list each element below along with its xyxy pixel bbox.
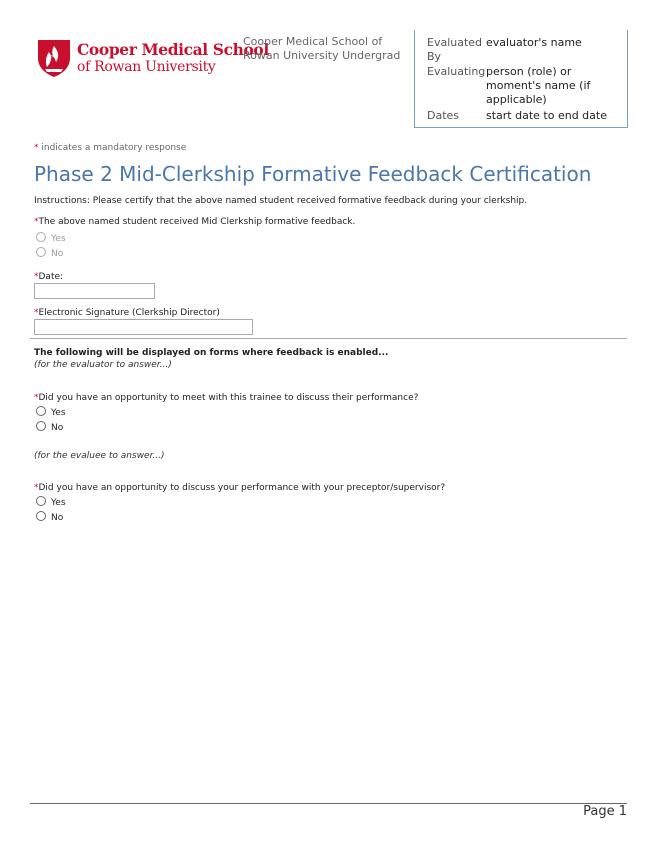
signature-field[interactable]	[34, 319, 253, 335]
option-yes-q1[interactable]	[36, 232, 66, 244]
feedback-note: The following will be displayed on forms where feedback is enabled...	[34, 348, 389, 358]
radio-icon[interactable]	[36, 247, 46, 257]
option-label: Yes	[51, 408, 66, 418]
page-header	[30, 30, 627, 128]
radio-icon[interactable]	[36, 511, 46, 521]
evaluee-hint: (for the evaluee to answer...)	[34, 451, 165, 461]
logo-text-line2: of Rowan University	[77, 59, 216, 75]
required-star: *	[34, 143, 39, 153]
section-divider	[30, 338, 627, 339]
date-field[interactable]	[34, 283, 155, 299]
dates-value: start date to end date	[486, 109, 607, 122]
radio-icon[interactable]	[36, 496, 46, 506]
required-star: *	[34, 272, 39, 282]
question-label: Did you have an opportunity to discuss your performance with your preceptor/supervisor?	[38, 483, 446, 493]
date-label: Date:	[38, 272, 64, 282]
required-star: *	[34, 393, 39, 403]
evaluated-by-label: Evaluated By	[427, 36, 483, 63]
option-no-q3[interactable]	[36, 511, 63, 523]
form-title: Phase 2 Mid-Clerkship Formative Feedback Certification	[34, 162, 592, 186]
logo-text-line1: Cooper Medical School	[77, 40, 269, 59]
mandatory-note-text: indicates a mandatory response	[41, 143, 187, 153]
option-no-q2[interactable]	[36, 421, 63, 433]
evaluating-label: Evaluating	[427, 65, 486, 78]
shield-logo-icon	[36, 38, 72, 78]
question-label: Did you have an opportunity to meet with this trainee to discuss their performance?	[38, 393, 419, 403]
evaluated-by-value: evaluator's name	[486, 36, 582, 49]
option-label: No	[51, 513, 64, 523]
option-no-q1[interactable]	[36, 247, 63, 259]
signature-question	[34, 308, 220, 318]
school-logo	[36, 38, 269, 84]
evaluator-hint: (for the evaluator to answer...)	[34, 360, 172, 370]
question-meet-trainee	[34, 393, 418, 403]
radio-icon[interactable]	[36, 232, 46, 242]
mandatory-note	[34, 143, 186, 153]
required-star: *	[34, 308, 39, 318]
footer-divider	[30, 803, 627, 804]
option-yes-q3[interactable]	[36, 496, 66, 508]
evaluating-value: person (role) or moment's name (if applicable)	[486, 65, 591, 106]
signature-label: Electronic Signature (Clerkship Director)	[38, 308, 220, 318]
date-question	[34, 272, 63, 282]
dates-label: Dates	[427, 109, 460, 122]
option-label: Yes	[51, 234, 66, 244]
form-instructions: Instructions: Please certify that the above named student received formative feedback during your clerkship.	[34, 196, 528, 206]
question-label: The above named student received Mid Clerkship formative feedback.	[38, 217, 356, 227]
radio-icon[interactable]	[36, 406, 46, 416]
required-star: *	[34, 483, 39, 493]
option-label: No	[51, 423, 64, 433]
question-discuss-performance	[34, 483, 445, 493]
required-star: *	[34, 217, 39, 227]
option-label: No	[51, 249, 64, 259]
radio-icon[interactable]	[36, 421, 46, 431]
page-number: Page 1	[583, 804, 627, 819]
option-yes-q2[interactable]	[36, 406, 66, 418]
evaluation-info-box	[414, 30, 628, 128]
school-name: Cooper Medical School of Rowan University Undergrad	[243, 35, 401, 62]
option-label: Yes	[51, 498, 66, 508]
question-mid-clerkship-feedback	[34, 217, 355, 227]
